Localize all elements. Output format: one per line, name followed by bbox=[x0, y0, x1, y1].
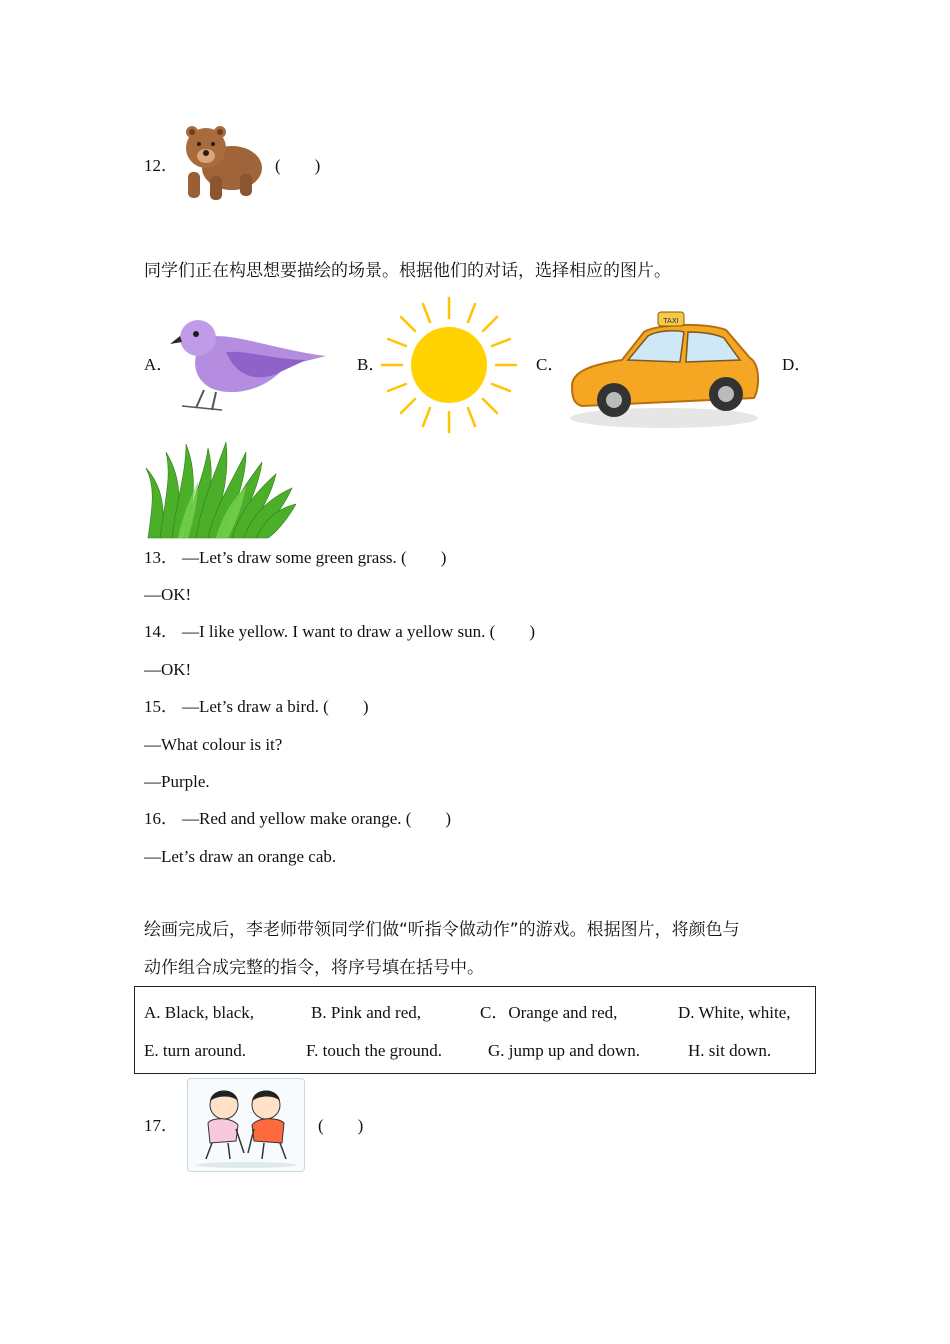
q17-number: 17． bbox=[144, 1116, 178, 1135]
section1-instruction: 同学们正在构思想要描绘的场景。根据他们的对话，选择相应的图片。 bbox=[144, 261, 671, 281]
q13-number: 13． bbox=[144, 548, 178, 567]
q13-line: —Let’s draw some green grass. ( ) bbox=[182, 548, 447, 567]
section2-instruction-line2: 动作组合成完整的指令，将序号填在括号中。 bbox=[144, 958, 484, 978]
q16-reply: —Let’s draw an orange cab. bbox=[144, 847, 337, 866]
option-b-label: B． bbox=[357, 355, 386, 374]
option-c-label: C． bbox=[536, 355, 565, 374]
q17-answer-blank[interactable]: ( ) bbox=[318, 1116, 364, 1135]
bear-icon bbox=[180, 124, 264, 204]
q15-line: —Let’s draw a bird. ( ) bbox=[182, 697, 369, 716]
section2-instruction-line1: 绘画完成后，李老师带领同学们做“听指令做动作”的游戏。根据图片，将颜色与 bbox=[144, 920, 740, 940]
option-g-text: G. jump up and down. bbox=[488, 1041, 641, 1060]
option-a-label: A． bbox=[144, 355, 174, 374]
q15-reply-2: —Purple. bbox=[144, 772, 210, 791]
taxi-icon bbox=[566, 308, 762, 430]
option-d-text: D. White, white, bbox=[678, 1003, 791, 1022]
q14-number: 14． bbox=[144, 622, 178, 641]
q14-line: —I like yellow. I want to draw a yellow sun. ( ) bbox=[182, 622, 535, 641]
q12-answer-blank[interactable]: ( ) bbox=[275, 156, 321, 175]
q13-reply: —OK! bbox=[144, 585, 192, 604]
kids-touching-ground-icon bbox=[187, 1078, 305, 1172]
option-e-text: E. turn around. bbox=[144, 1041, 246, 1060]
option-d-label: D． bbox=[782, 355, 812, 374]
option-a-text: A. Black, black, bbox=[144, 1003, 254, 1022]
q14-reply: —OK! bbox=[144, 660, 192, 679]
taxi-sign-text: TAXI bbox=[663, 317, 679, 325]
option-b-text: B. Pink and red, bbox=[311, 1003, 422, 1022]
grass-icon bbox=[142, 438, 298, 540]
q16-number: 16． bbox=[144, 809, 178, 828]
q15-reply-1: —What colour is it? bbox=[144, 735, 283, 754]
q16-line: —Red and yellow make orange. ( ) bbox=[182, 809, 452, 828]
bird-icon bbox=[166, 310, 328, 416]
option-f-text: F. touch the ground. bbox=[306, 1041, 443, 1060]
sun-icon bbox=[380, 296, 518, 434]
option-c-text: C．Orange and red, bbox=[480, 1003, 618, 1022]
option-h-text: H. sit down. bbox=[688, 1041, 772, 1060]
q12-number: 12． bbox=[144, 156, 178, 175]
q15-number: 15． bbox=[144, 697, 178, 716]
